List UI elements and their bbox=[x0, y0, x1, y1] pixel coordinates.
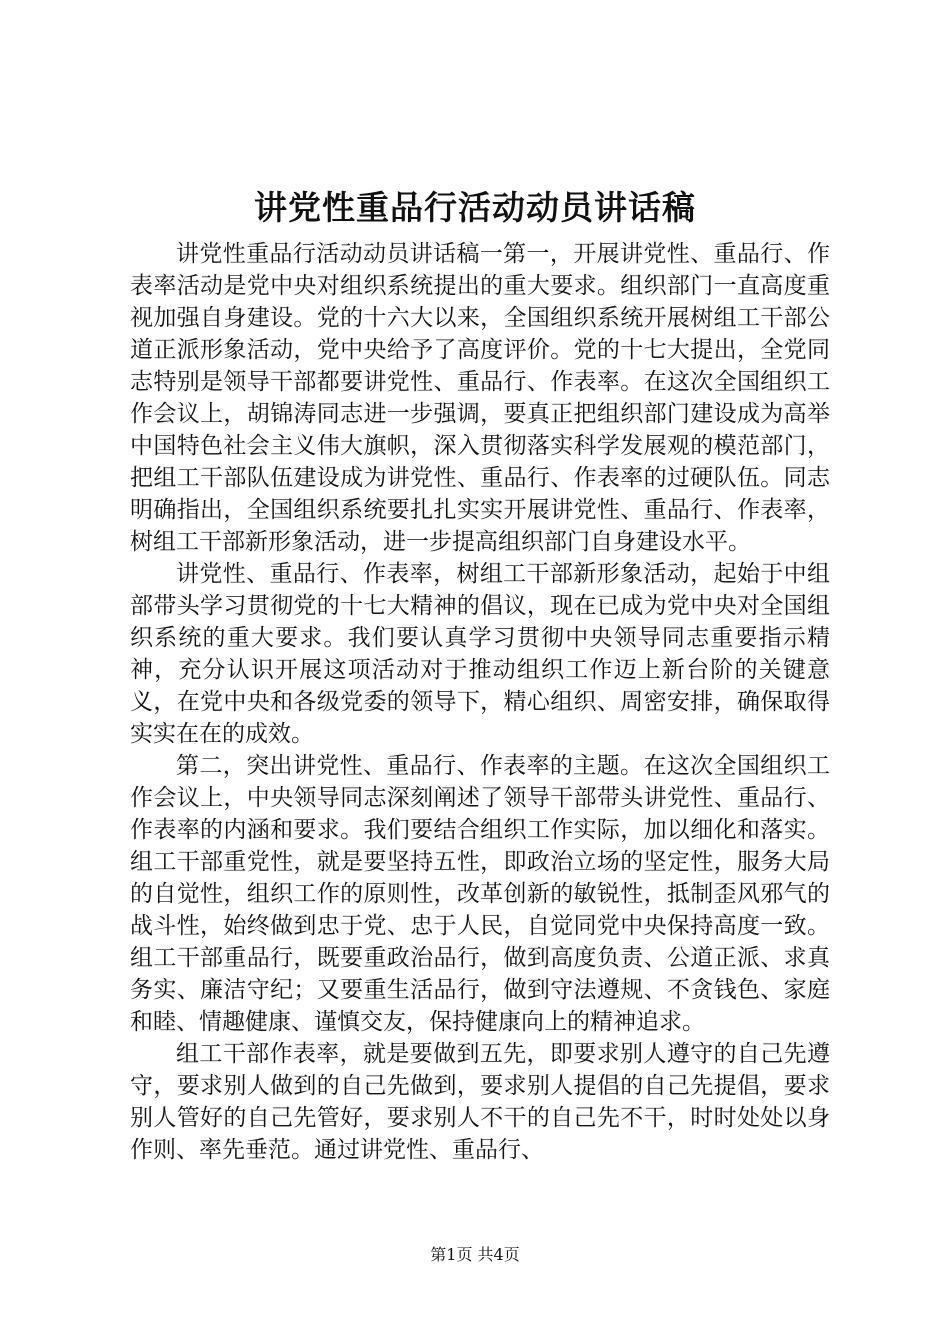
paragraph: 第二，突出讲党性、重品行、作表率的主题。在这次全国组织工作会议上，中央领导同志深刻阐述了领导干部带头讲党性、重品行、作表率的内涵和要求。我们要结合组织工作实际，加以细化和落实。组工干部重党性，就是要坚持五性，即政治立场的坚定性，服务大局的自觉性，组织工作的原则性，改革创新的敏锐性，抵制歪风邪气的战斗性，始终做到忠于党、忠于人民，自觉同党中央保持高度一致。组工干部重品行，既要重政治品行，做到高度负责、公道正派、求真务实、廉洁守纪；又要重生活品行，做到守法遵规、不贪钱色、家庭和睦、情趣健康、谨慎交友，保持健康向上的精神追求。 bbox=[130, 753, 830, 1035]
paragraph: 组工干部作表率，就是要做到五先，即要求别人遵守的自己先遵守，要求别人做到的自己先做到，要求别人提倡的自己先提倡，要求别人管好的自己先管好，要求别人不干的自己先不干，时时处处以身作则、率先垂范。通过讲党性、重品行、 bbox=[130, 1041, 830, 1163]
paragraph: 讲党性重品行活动动员讲话稿一第一，开展讲党性、重品行、作表率活动是党中央对组织系统提出的重大要求。组织部门一直高度重视加强自身建设。党的十六大以来，全国组织系统开展树组工干部公道正派形象活动，党中央给予了高度评价。党的十七大提出，全党同志特别是领导干部都要讲党性、重品行、作表率。在这次全国组织工作会议上，胡锦涛同志进一步强调，要真正把组织部门建设成为高举中国特色社会主义伟大旗帜，深入贯彻落实科学发展观的模范部门，把组工干部队伍建设成为讲党性、重品行、作表率的过硬队伍。同志明确指出，全国组织系统要扎扎实实开展讲党性、重品行、作表率，树组工干部新形象活动，进一步提高组织部门自身建设水平。 bbox=[130, 241, 830, 555]
document-title: 讲党性重品行活动动员讲话稿 bbox=[254, 188, 696, 227]
document-body bbox=[130, 238, 830, 1166]
page-footer: 第1页 共4页 bbox=[430, 1245, 520, 1264]
paragraph: 讲党性、重品行、作表率，树组工干部新形象活动，起始于中组部带头学习贯彻党的十七大精神的倡议，现在已成为党中央对全国组织系统的重大要求。我们要认真学习贯彻中央领导同志重要指示精神，充分认识开展这项活动对于推动组织工作迈上新台阶的关键意义，在党中央和各级党委的领导下，精心组织、周密安排，确保取得实实在在的成效。 bbox=[130, 561, 830, 747]
